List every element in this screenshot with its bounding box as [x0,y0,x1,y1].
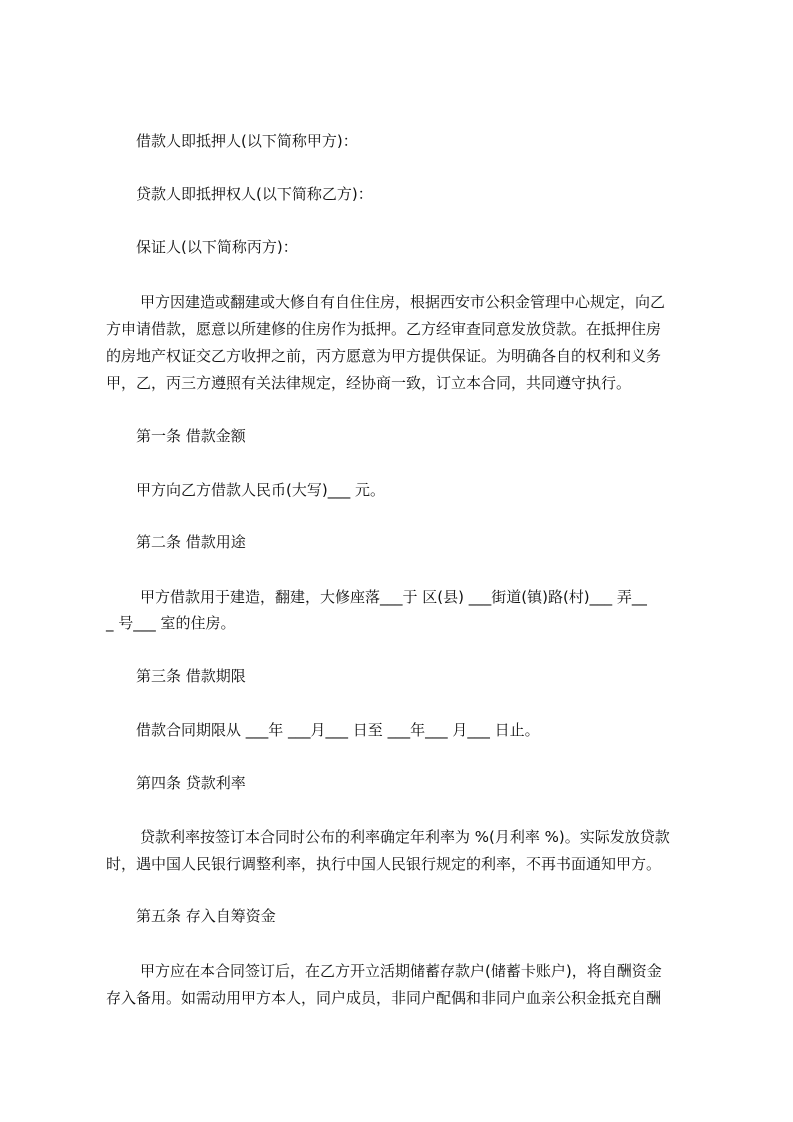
article-4-body-line-2: 时，遇中国人民银行调整利率，执行中国人民银行规定的利率，不再书面通知甲方。 [106,855,662,873]
article-5-heading: 第五条 存入自筹资金 [136,907,276,925]
article-1-heading: 第一条 借款金额 [136,427,246,445]
preamble-line-1: 甲方因建造或翻建或大修自有自住住房，根据西安市公积金管理中心规定，向乙 [140,293,666,311]
article-5-body-line-1: 甲方应在本合同签订后，在乙方开立活期储蓄存款户(储蓄卡账户)，将自酬资金 [140,962,662,980]
article-4-heading: 第四条 贷款利率 [136,774,246,792]
preamble-line-3: 的房地产权证交乙方收押之前，丙方愿意为甲方提供保证。为明确各自的权利和义务 [106,347,662,365]
article-5-body-line-2: 存入备用。如需动用甲方本人，同户成员，非同户配偶和非同户血亲公积金抵充自酬 [106,989,662,1007]
article-1-body: 甲方向乙方借款人民币(大写)___ 元。 [136,481,385,499]
article-2-body-line-2: _ 号___ 室的住房。 [106,614,236,632]
lender-party-line: 贷款人即抵押权人(以下简称乙方)： [136,185,373,203]
borrower-party-line: 借款人即抵押人(以下简称甲方)： [136,132,358,150]
preamble-line-2: 方申请借款，愿意以所建修的住房作为抵押。乙方经审查同意发放贷款。在抵押住房 [106,320,662,338]
guarantor-party-line: 保证人(以下简称丙方)： [136,238,298,256]
article-2-body-line-1: 甲方借款用于建造，翻建，大修座落___于 区(县) ___街道(镇)路(村)___ 弄__ [140,588,647,606]
article-4-body-line-1: 贷款利率按签订本合同时公布的利率确定年利率为 %(月利率 %)。实际发放贷款 [140,828,670,846]
preamble-line-4: 甲，乙，丙三方遵照有关法律规定，经协商一致，订立本合同，共同遵守执行。 [106,374,632,392]
article-3-heading: 第三条 借款期限 [136,667,246,685]
article-2-heading: 第二条 借款用途 [136,533,246,551]
article-3-body: 借款合同期限从 ___年 ___月___ 日至 ___年___ 月___ 日止。 [136,721,540,739]
